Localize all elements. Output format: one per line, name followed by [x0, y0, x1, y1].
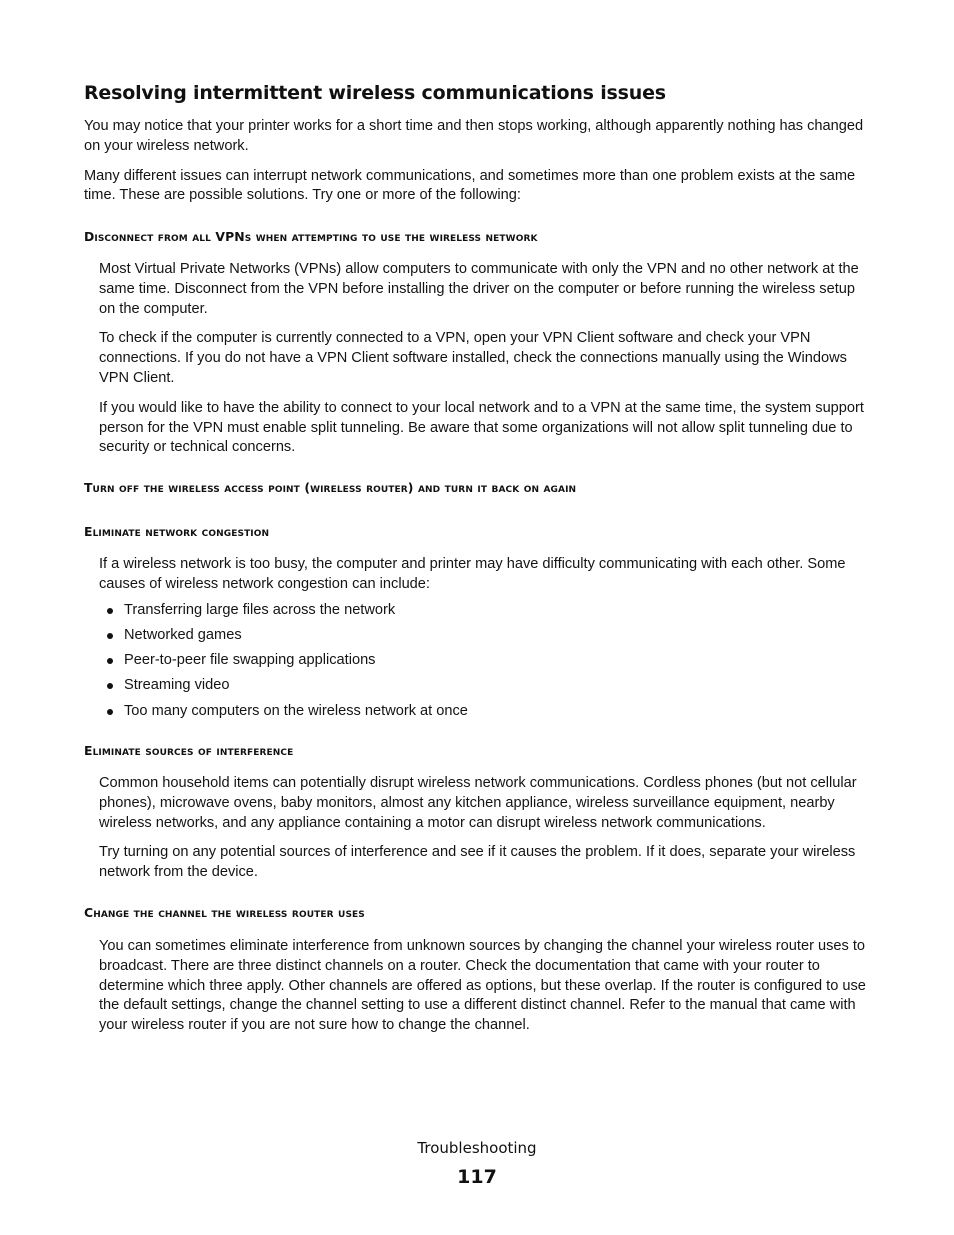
list-item	[99, 651, 874, 676]
page-number: 117	[457, 1166, 497, 1188]
list-item	[99, 702, 874, 727]
bullet-icon	[107, 709, 113, 715]
heading-disconnect-vpns: Disconnect from all VPNs when attempting to use the wireless network	[84, 229, 538, 244]
congestion-causes-list	[99, 601, 874, 727]
intro-paragraph: You may notice that your printer works for a short time and then stops working, although apparently nothing has changed on your wireless network.	[84, 118, 864, 154]
interference-paragraph: Common household items can potentially disrupt wireless network communications. Cordless phones (but not cellular phones), microwave ovens, baby monitors, almost any kitchen appliance, wireless surveillance equipment, nearby wireless networks, and any appliance containing a motor can disrupt wireless network communications.	[99, 775, 857, 831]
footer-section-label: Troubleshooting	[417, 1139, 537, 1157]
list-item	[99, 676, 874, 701]
interference-section-body	[99, 774, 874, 883]
heading-turn-off-access-point: Turn off the wireless access point (wireless router) and turn it back on again	[84, 480, 577, 495]
interference-paragraph: Try turning on any potential sources of interference and see if it causes the problem. If it does, separate your wireless network from the device.	[99, 844, 856, 881]
page-title: Resolving intermittent wireless communications issues	[84, 82, 666, 104]
list-item-text: Too many computers on the wireless network at once	[124, 702, 468, 719]
heading-eliminate-congestion: Eliminate network congestion	[84, 524, 270, 539]
list-item	[99, 626, 874, 651]
congestion-paragraph: If a wireless network is too busy, the computer and printer may have difficulty communicating with each other. Some causes of wireless network congestion can include:	[99, 556, 846, 592]
bullet-icon	[107, 683, 113, 689]
list-item-text: Transferring large files across the network	[124, 601, 396, 618]
vpn-paragraph: If you would like to have the ability to connect to your local network and to a VPN at the same time, the system support person for the VPN must enable split tunneling. Be aware that some organizations will not allow split tunneling due to security or technical concerns.	[99, 399, 864, 456]
vpn-section-body	[99, 260, 874, 458]
bullet-icon	[107, 608, 113, 614]
list-item-text: Streaming video	[124, 677, 230, 694]
bullet-icon	[107, 633, 113, 639]
list-item	[99, 601, 874, 626]
heading-eliminate-interference: Eliminate sources of interference	[84, 743, 294, 758]
intro-paragraph: Many different issues can interrupt network communications, and sometimes more than one problem exists at the same time. These are possible solutions. Try one or more of the following:	[84, 167, 856, 204]
list-item-text: Peer-to-peer file swapping applications	[124, 652, 376, 669]
channel-section-body	[99, 937, 874, 1036]
intro-block	[84, 117, 874, 206]
bullet-icon	[107, 658, 113, 664]
channel-paragraph: You can sometimes eliminate interference from unknown sources by changing the channel your wireless router uses to broadcast. There are three distinct channels on a router. Check the documentation that came with your router to determine which three apply. Other channels are offered as options, but these overlap. If the router is configured to use the default settings, change the channel setting to use a different distinct channel. Refer to the manual that came with your wireless router if you are not sure how to change the channel.	[99, 938, 866, 1034]
vpn-paragraph: To check if the computer is currently connected to a VPN, open your VPN Client software and check your VPN connections. If you do not have a VPN Client software installed, check the connections manually using the Windows VPN Client.	[99, 330, 847, 386]
heading-change-channel: Change the channel the wireless router uses	[84, 905, 365, 920]
congestion-section-body	[99, 555, 874, 727]
vpn-paragraph: Most Virtual Private Networks (VPNs) allow computers to communicate with only the VPN and no other network at the same time. Disconnect from the VPN before installing the driver on the computer or before running the wireless setup on the computer.	[99, 261, 859, 317]
list-item-text: Networked games	[124, 626, 242, 643]
